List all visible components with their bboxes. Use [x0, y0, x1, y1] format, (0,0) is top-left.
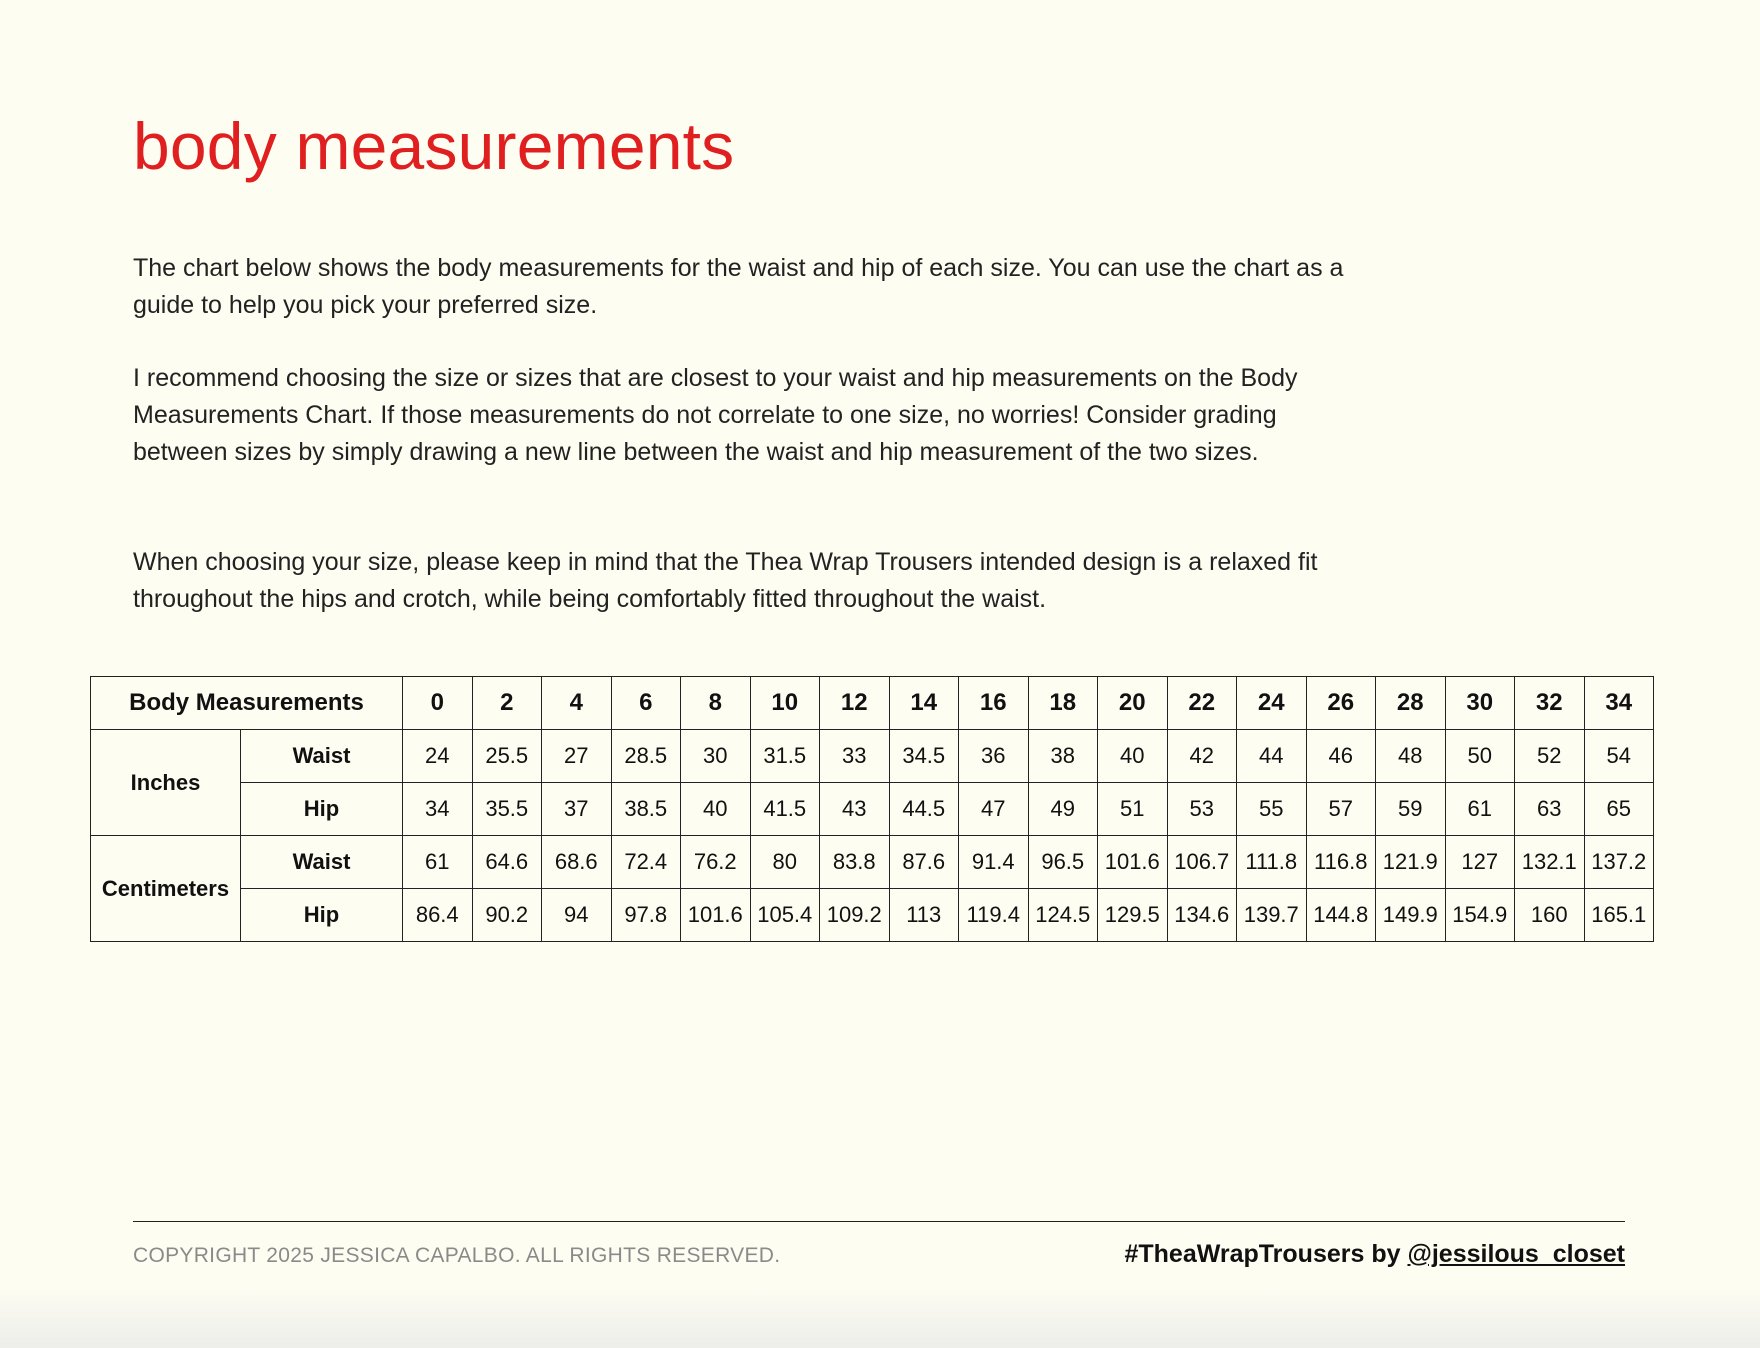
measurement-value-cell: 55 [1237, 783, 1307, 836]
size-header-cell: 0 [403, 677, 473, 730]
measurement-value-cell: 41.5 [750, 783, 820, 836]
body-measurements-table [90, 676, 1654, 942]
size-header-cell: 16 [959, 677, 1029, 730]
fit-note-paragraph: When choosing your size, please keep in mind that the Thea Wrap Trousers intended design is a relaxed fit throughout the hips and crotch, while being comfortably fitted throughout the waist. [133, 548, 1318, 613]
recommendation-paragraph: I recommend choosing the size or sizes that are closest to your waist and hip measurements on the Body Measurements Chart. If those measurements do not correlate to one size, no worries! Consider grading between sizes by simply drawing a new line between the waist and hip measurement of the two sizes. [133, 364, 1298, 466]
size-header-cell: 24 [1237, 677, 1307, 730]
footer-divider [133, 1221, 1625, 1222]
measurement-value-cell: 34 [403, 783, 473, 836]
measurement-value-cell: 57 [1306, 783, 1376, 836]
unit-group-label: Centimeters [91, 836, 241, 942]
measurement-value-cell: 101.6 [1098, 836, 1168, 889]
measurement-value-cell: 34.5 [889, 730, 959, 783]
measurement-value-cell: 106.7 [1167, 836, 1237, 889]
measurement-value-cell: 119.4 [959, 889, 1029, 942]
measurement-value-cell: 96.5 [1028, 836, 1098, 889]
measurement-value-cell: 121.9 [1376, 836, 1446, 889]
measurement-value-cell: 160 [1515, 889, 1585, 942]
measurement-value-cell: 94 [542, 889, 612, 942]
measurement-value-cell: 124.5 [1028, 889, 1098, 942]
hashtag-text: #TheaWrapTrousers by [1124, 1240, 1408, 1268]
measurement-value-cell: 37 [542, 783, 612, 836]
measurement-value-cell: 64.6 [472, 836, 542, 889]
measurement-value-cell: 111.8 [1237, 836, 1307, 889]
measurement-value-cell: 31.5 [750, 730, 820, 783]
measurement-value-cell: 127 [1445, 836, 1515, 889]
size-header-cell: 28 [1376, 677, 1446, 730]
measurement-value-cell: 80 [750, 836, 820, 889]
measurement-value-cell: 36 [959, 730, 1029, 783]
size-header-cell: 2 [472, 677, 542, 730]
measurement-value-cell: 144.8 [1306, 889, 1376, 942]
size-header-cell: 10 [750, 677, 820, 730]
measurement-value-cell: 137.2 [1584, 836, 1654, 889]
measurement-label: Waist [241, 836, 403, 889]
measurement-value-cell: 44 [1237, 730, 1307, 783]
measurement-value-cell: 61 [1445, 783, 1515, 836]
table-header-label: Body Measurements [91, 677, 403, 730]
size-header-cell: 12 [820, 677, 890, 730]
measurement-value-cell: 129.5 [1098, 889, 1168, 942]
measurement-label: Hip [241, 783, 403, 836]
measurement-value-cell: 105.4 [750, 889, 820, 942]
measurement-value-cell: 65 [1584, 783, 1654, 836]
measurement-value-cell: 59 [1376, 783, 1446, 836]
measurement-value-cell: 53 [1167, 783, 1237, 836]
measurement-value-cell: 27 [542, 730, 612, 783]
measurement-value-cell: 47 [959, 783, 1029, 836]
measurement-value-cell: 54 [1584, 730, 1654, 783]
size-header-cell: 22 [1167, 677, 1237, 730]
size-header-cell: 4 [542, 677, 612, 730]
intro-paragraph: The chart below shows the body measurements for the waist and hip of each size. You can use the chart as a guide to help you pick your preferred size. [133, 254, 1344, 319]
table-row [91, 889, 1654, 942]
measurement-value-cell: 149.9 [1376, 889, 1446, 942]
measurement-value-cell: 68.6 [542, 836, 612, 889]
measurement-value-cell: 46 [1306, 730, 1376, 783]
measurement-value-cell: 97.8 [611, 889, 681, 942]
size-header-cell: 20 [1098, 677, 1168, 730]
measurement-value-cell: 63 [1515, 783, 1585, 836]
page-title: body measurements [133, 109, 735, 183]
size-header-cell: 26 [1306, 677, 1376, 730]
measurement-value-cell: 44.5 [889, 783, 959, 836]
table-header-row [91, 677, 1654, 730]
measurement-value-cell: 86.4 [403, 889, 473, 942]
measurement-value-cell: 42 [1167, 730, 1237, 783]
measurement-value-cell: 49 [1028, 783, 1098, 836]
measurement-value-cell: 116.8 [1306, 836, 1376, 889]
measurement-value-cell: 40 [1098, 730, 1168, 783]
measurement-value-cell: 61 [403, 836, 473, 889]
measurement-value-cell: 132.1 [1515, 836, 1585, 889]
measurement-value-cell: 25.5 [472, 730, 542, 783]
size-header-cell: 30 [1445, 677, 1515, 730]
measurement-value-cell: 83.8 [820, 836, 890, 889]
measurement-value-cell: 43 [820, 783, 890, 836]
measurement-label: Waist [241, 730, 403, 783]
measurement-value-cell: 33 [820, 730, 890, 783]
instagram-handle-link[interactable]: @jessilous_closet [1407, 1240, 1625, 1268]
measurement-value-cell: 165.1 [1584, 889, 1654, 942]
measurement-label: Hip [241, 889, 403, 942]
measurement-value-cell: 38.5 [611, 783, 681, 836]
measurement-value-cell: 51 [1098, 783, 1168, 836]
measurement-value-cell: 76.2 [681, 836, 751, 889]
measurement-value-cell: 90.2 [472, 889, 542, 942]
table-row [91, 783, 1654, 836]
size-header-cell: 6 [611, 677, 681, 730]
measurement-value-cell: 154.9 [1445, 889, 1515, 942]
size-header-cell: 18 [1028, 677, 1098, 730]
measurement-value-cell: 52 [1515, 730, 1585, 783]
size-header-cell: 14 [889, 677, 959, 730]
measurement-value-cell: 35.5 [472, 783, 542, 836]
measurement-value-cell: 40 [681, 783, 751, 836]
table-row [91, 836, 1654, 889]
measurement-value-cell: 28.5 [611, 730, 681, 783]
size-header-cell: 34 [1584, 677, 1654, 730]
measurement-value-cell: 38 [1028, 730, 1098, 783]
measurement-value-cell: 91.4 [959, 836, 1029, 889]
size-header-cell: 32 [1515, 677, 1585, 730]
measurement-value-cell: 24 [403, 730, 473, 783]
measurement-value-cell: 72.4 [611, 836, 681, 889]
page-bottom-shade [0, 1288, 1760, 1348]
measurement-value-cell: 87.6 [889, 836, 959, 889]
credit-line [1124, 1240, 1625, 1269]
measurement-value-cell: 48 [1376, 730, 1446, 783]
measurement-value-cell: 113 [889, 889, 959, 942]
copyright-text: COPYRIGHT 2025 JESSICA CAPALBO. ALL RIGHTS RESERVED. [133, 1244, 781, 1267]
measurement-value-cell: 50 [1445, 730, 1515, 783]
measurement-value-cell: 30 [681, 730, 751, 783]
measurement-value-cell: 109.2 [820, 889, 890, 942]
measurement-value-cell: 101.6 [681, 889, 751, 942]
unit-group-label: Inches [91, 730, 241, 836]
size-header-cell: 8 [681, 677, 751, 730]
measurement-value-cell: 139.7 [1237, 889, 1307, 942]
table-row [91, 730, 1654, 783]
measurement-value-cell: 134.6 [1167, 889, 1237, 942]
